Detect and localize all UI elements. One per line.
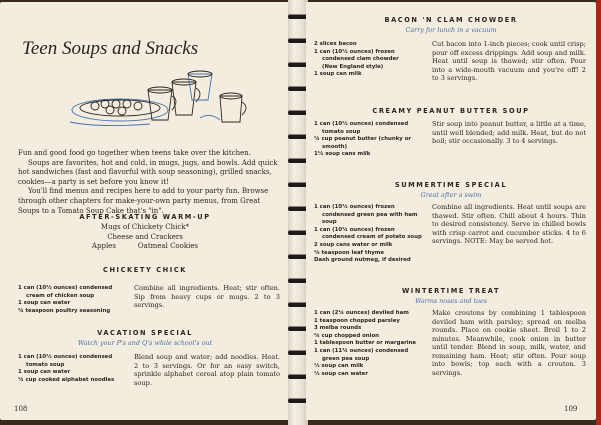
binding-ring bbox=[288, 254, 308, 259]
binding-ring bbox=[288, 206, 308, 211]
chickety-heading: CHICKETY CHICK bbox=[103, 266, 187, 274]
ingredient: ¼ teaspoon poultry seasoning bbox=[18, 307, 111, 314]
soup-mugs-illustration bbox=[60, 60, 260, 130]
page-number-right: 109 bbox=[564, 405, 578, 413]
ingredient: condensed cream of potato soup bbox=[322, 234, 422, 241]
ingredient: green pea soup bbox=[322, 355, 370, 362]
binding-ring bbox=[288, 14, 308, 19]
ingredient: 3 melba rounds bbox=[314, 325, 362, 332]
ingredient: 1 can (2¼ ounces) deviled ham bbox=[314, 310, 409, 316]
ingredient: 1 can (10¼ ounces) frozen bbox=[314, 226, 395, 233]
bacon-directions: Cut bacon into 1-inch pieces; cook until crisp; pour off excess drippings. Add soup and milk. Heat until soup is thawed; stir often. Pour into a wide-mouth vacuum and you're off! 2 to 3 servings. bbox=[432, 40, 586, 82]
peanut-ingredients bbox=[314, 121, 411, 159]
binding-ring bbox=[288, 398, 308, 403]
wintertime-ingredients bbox=[314, 310, 416, 378]
chickety-directions: Combine all ingredients. Heat; stir often. Sip from heavy cups or mugs. 2 to 3 servings. bbox=[134, 284, 280, 309]
menu-item: Apples bbox=[91, 242, 116, 251]
ingredient: 2 slices bacon bbox=[314, 41, 357, 47]
bacon-subtitle: Carry for lunch in a vacuum bbox=[405, 26, 497, 34]
binding-ring bbox=[288, 86, 308, 91]
binding-ring bbox=[288, 134, 308, 139]
ingredient: 2 soup cans water or milk bbox=[314, 241, 393, 248]
left-page bbox=[0, 2, 290, 420]
bacon-ingredients bbox=[314, 41, 399, 79]
binding-ring bbox=[288, 326, 308, 331]
binding-ring bbox=[288, 62, 308, 67]
binding-ring bbox=[288, 230, 308, 235]
ingredient: 1 soup can milk bbox=[314, 71, 362, 78]
intro-paragraph: You'll find menus and recipes here to add to your party fun. Browse through other chapters for make-your-own party menus, from Great Soups to a Tomato Soup Cake that's "in". bbox=[18, 187, 269, 215]
vacation-subtitle: Watch your P's and Q's while school's out bbox=[77, 339, 213, 347]
red-cover-edge bbox=[596, 0, 601, 425]
ingredient: condensed green pea with ham bbox=[322, 211, 418, 218]
peanut-heading: CREAMY PEANUT BUTTER SOUP bbox=[372, 107, 530, 115]
vacation-ingredients bbox=[18, 354, 114, 384]
bacon-heading: BACON 'N CLAM CHOWDER bbox=[384, 16, 518, 24]
binding-ring bbox=[288, 374, 308, 379]
summertime-ingredients bbox=[314, 204, 422, 265]
after-skating-heading: AFTER-SKATING WARM-UP bbox=[79, 213, 211, 221]
menu-item: Oatmeal Cookies bbox=[137, 242, 199, 251]
ingredient: 1 can (10½ ounces) condensed bbox=[18, 285, 113, 291]
ingredient: 1 soup can water bbox=[18, 300, 71, 307]
right-page bbox=[306, 2, 596, 420]
ingredient: soup bbox=[322, 219, 337, 226]
ingredient: 1 teaspoon chopped parsley bbox=[314, 317, 400, 324]
ingredient: smooth) bbox=[322, 143, 348, 150]
ingredient: ¼ cup peanut butter (chunky or bbox=[314, 136, 412, 143]
menu-line: Cheese and Crackers bbox=[107, 232, 183, 241]
vacation-heading: VACATION SPECIAL bbox=[97, 329, 193, 337]
wintertime-heading: WINTERTIME TREAT bbox=[401, 287, 501, 295]
binding-ring bbox=[288, 158, 308, 163]
wintertime-directions: Make croutons by combining 1 tablespoon deviled ham with parsley; spread on melba rounds. Place on cookie sheet. Broil 1 to 2 minutes. Meanwhile, cook onion in butter until tender. Blend in soup, milk, water, and remaining ham. Heat; stir often. Pour soup into bowls; top each with a crouton. 3 servings. bbox=[432, 309, 586, 377]
page-number-left: 108 bbox=[14, 405, 28, 413]
chapter-title: Teen Soups and Snacks bbox=[22, 38, 199, 59]
binding-ring bbox=[288, 350, 308, 355]
binding-ring bbox=[288, 302, 308, 307]
menu-line: Mugs of Chickety Chick* bbox=[100, 223, 190, 231]
ingredient: 1 can (10½ ounces) frozen bbox=[314, 48, 395, 55]
ingredient: 1 can (10½ ounces) condensed bbox=[314, 121, 409, 127]
ingredient: ¼ cup chopped onion bbox=[314, 332, 380, 339]
ingredient: 1½ soup cans milk bbox=[314, 151, 371, 158]
binding-ring bbox=[288, 38, 308, 43]
summertime-directions: Combine all ingredients. Heat until soups are thawed. Stir often. Chill about 4 hours. Thin to desired consistency. Serve in chilled bowls with crisp carrot and cucumber sticks. 4 to 6 servings. NOTE: May be served hot. bbox=[432, 203, 586, 245]
ingredient: 1 soup can water bbox=[18, 369, 71, 376]
ingredient: 1 tablespoon butter or margarine bbox=[314, 340, 417, 347]
binding-ring bbox=[288, 278, 308, 283]
summertime-heading: SUMMERTIME SPECIAL bbox=[394, 181, 508, 189]
binding-ring bbox=[288, 182, 308, 187]
binding-ring bbox=[288, 110, 308, 115]
ingredient: Dash ground nutmeg, if desired bbox=[314, 257, 411, 264]
intro-paragraph: Soups are favorites, hot and cold, in mugs, jugs, and bowls. Add quick hot sandwiches (fast and flavorful with soup seasoning), grilled snacks, cookies—a party is set before you know it! bbox=[18, 158, 278, 186]
ingredient: tomato soup bbox=[322, 128, 361, 135]
ingredient: 1 can (10½ ounces) condensed bbox=[18, 354, 113, 360]
ingredient: ½ soup can water bbox=[314, 370, 368, 377]
ingredient: ⅛ teaspoon leaf thyme bbox=[314, 249, 385, 256]
after-skating-menu bbox=[40, 223, 250, 252]
chapter-intro bbox=[18, 149, 280, 216]
ingredient: 1 can (11¼ ounces) condensed bbox=[314, 347, 409, 354]
summertime-subtitle: Great after a swim bbox=[420, 191, 482, 199]
intro-paragraph: Fun and good food go together when teens take over the kitchen. bbox=[18, 149, 251, 157]
ingredient: (New England style) bbox=[322, 63, 384, 70]
vacation-directions: Blend soup and water; add noodles. Heat. 2 to 3 servings. Or for an easy switch, sprinkle alphabet cereal atop plain tomato soup. bbox=[134, 353, 280, 387]
ingredient: condensed clam chowder bbox=[322, 56, 399, 63]
ingredient: 1 can (10½ ounces) frozen bbox=[314, 204, 395, 210]
ingredient: tomato soup bbox=[26, 361, 65, 368]
spiral-binding bbox=[288, 0, 308, 425]
peanut-directions: Stir soup into peanut butter, a little at a time, until well blended; add milk. Heat, but do not boil; stir occasionally. 3 to 4 servings. bbox=[432, 120, 586, 145]
menu-line bbox=[40, 242, 250, 252]
ingredient: ¼ cup cooked alphabet noodles bbox=[18, 376, 115, 383]
ingredient: cream of chicken soup bbox=[26, 292, 95, 299]
wintertime-subtitle: Warms noses and toes bbox=[414, 297, 488, 305]
ingredient: ½ soup can milk bbox=[314, 363, 364, 370]
chickety-ingredients bbox=[18, 285, 112, 315]
